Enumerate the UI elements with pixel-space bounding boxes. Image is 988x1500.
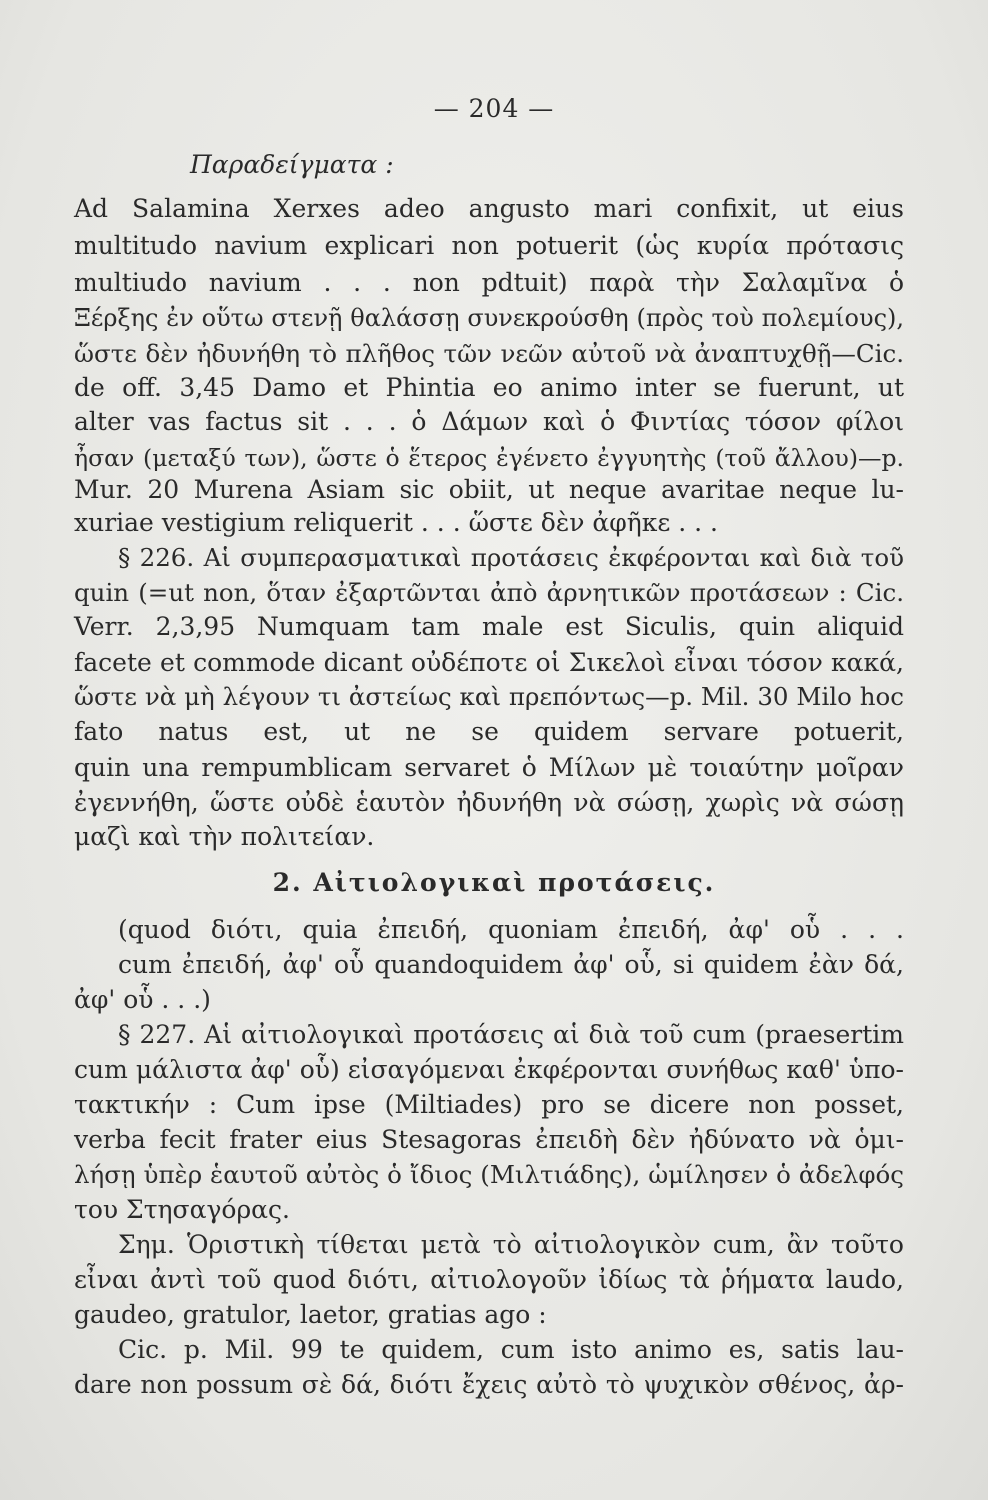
- text-line: ἀφ' οὗ . . .): [74, 985, 211, 1014]
- text-line: εἶναι ἀντὶ τοῦ quod διότι, αἰτιολογοῦν ἰδίως τὰ ῥήματα laudo,: [74, 1265, 904, 1294]
- text-line: τακτικήν : Cum ipse (Miltiades) pro se dicere non posset,: [74, 1090, 904, 1119]
- text-line: Verr. 2,3,95 Numquam tam male est Siculis, quin aliquid: [74, 612, 904, 641]
- text-line: quin (=ut non, ὅταν ἐξαρτῶνται ἀπὸ ἀρνητικῶν προτάσεων : Cic.: [74, 578, 904, 607]
- text-line: (quod διότι, quia ἐπειδή, quoniam ἐπειδή, ἀφ' οὗ . . .: [118, 915, 904, 944]
- text-line: ὥστε δὲν ἠδυνήθη τὸ πλῆθος τῶν νεῶν αὐτοῦ νὰ ἀναπτυχθῇ—Cic.: [74, 339, 904, 368]
- page-number: — 204 —: [433, 94, 555, 123]
- text-line: ἦσαν (μεταξύ των), ὥστε ὁ ἕτερος ἐγένετο ἐγγυητὴς (τοῦ ἄλλου)—p.: [74, 444, 904, 472]
- text-line: ὥστε νὰ μὴ λέγουν τι ἀστείως καὶ πρεπόντως—p. Mil. 30 Milo hoc: [74, 682, 904, 711]
- text-line: dare non possum σὲ δά, διότι ἔχεις αὐτὸ τὸ ψυχικὸν σθένος, ἀρ-: [74, 1370, 904, 1399]
- text-line: Ad Salamina Xerxes adeo angusto mari confixit, ut eius: [74, 194, 904, 223]
- text-line: Ξέρξης ἐν οὕτω στενῇ θαλάσσῃ συνεκρούσθη (πρὸς τοὺ πολεμίους),: [74, 304, 904, 332]
- text-line: gaudeo, gratulor, laetor, gratias ago :: [74, 1300, 547, 1329]
- text-line: του Στησαγόρας.: [74, 1195, 290, 1224]
- text-line: cum μάλιστα ἀφ' οὗ) εἰσαγόμεναι ἐκφέρονται συνήθως καθ' ὑπο-: [74, 1055, 904, 1084]
- examples-heading: Παραδείγματα :: [190, 150, 394, 179]
- text-line: multitudo navium explicari non potuerit (ὡς κυρία πρότασις: [74, 231, 904, 260]
- text-line: facete et commode dicant οὐδέποτε οἱ Σικελοὶ εἶναι τόσον κακά,: [74, 648, 904, 677]
- text-line: quin una rempumblicam servaret ὁ Μίλων μὲ τοιαύτην μοῖραν: [74, 753, 904, 782]
- text-line: λήσῃ ὑπὲρ ἑαυτοῦ αὐτὸς ὁ ἴδιος (Μιλτιάδης), ὡμίλησεν ὁ ἀδελφός: [74, 1160, 904, 1189]
- text-line: alter vas factus sit . . . ὁ Δάμων καὶ ὁ Φιντίας τόσον φίλοι: [74, 407, 904, 436]
- text-line: verba fecit frater eius Stesagoras ἐπειδὴ δὲν ἠδύνατο νὰ ὁμι-: [74, 1125, 904, 1154]
- text-line: xuriae vestigium reliquerit . . . ὥστε δὲν ἀφῆκε . . .: [74, 508, 719, 537]
- text-line: Mur. 20 Murena Asiam sic obiit, ut neque avaritae neque lu-: [74, 475, 904, 504]
- text-line: μαζὶ καὶ τὴν πολιτείαν.: [74, 822, 375, 851]
- text-line: § 227. Αἱ αἰτιολογικαὶ προτάσεις αἱ διὰ τοῦ cum (praesertim: [118, 1020, 904, 1049]
- text-line: fato natus est, ut ne se quidem servare potuerit,: [74, 717, 904, 746]
- text-line: ἐγεννήθη, ὥστε οὐδὲ ἑαυτὸν ἠδυνήθη νὰ σώσῃ, χωρὶς νὰ σώσῃ: [74, 788, 904, 817]
- text-line: cum ἐπειδή, ἀφ' οὗ quandoquidem ἀφ' οὗ, si quidem ἐὰν δά,: [118, 950, 904, 979]
- text-line: multiudo navium . . . non pdtuit) παρὰ τὴν Σαλαμῖνα ὁ: [74, 268, 904, 297]
- text-line: Cic. p. Mil. 99 te quidem, cum isto animo es, satis lau-: [118, 1335, 904, 1364]
- text-line: § 226. Αἱ συμπερασματικαὶ προτάσεις ἐκφέρονται καὶ διὰ τοῦ: [118, 543, 904, 572]
- section-title: 2. Αἰτιολογικαὶ προτάσεις.: [272, 868, 716, 897]
- text-line: Σημ. Ὁριστικὴ τίθεται μετὰ τὸ αἰτιολογικὸν cum, ἂν τοῦτο: [118, 1230, 904, 1259]
- text-line: de off. 3,45 Damo et Phintia eo animo inter se fuerunt, ut: [74, 373, 904, 402]
